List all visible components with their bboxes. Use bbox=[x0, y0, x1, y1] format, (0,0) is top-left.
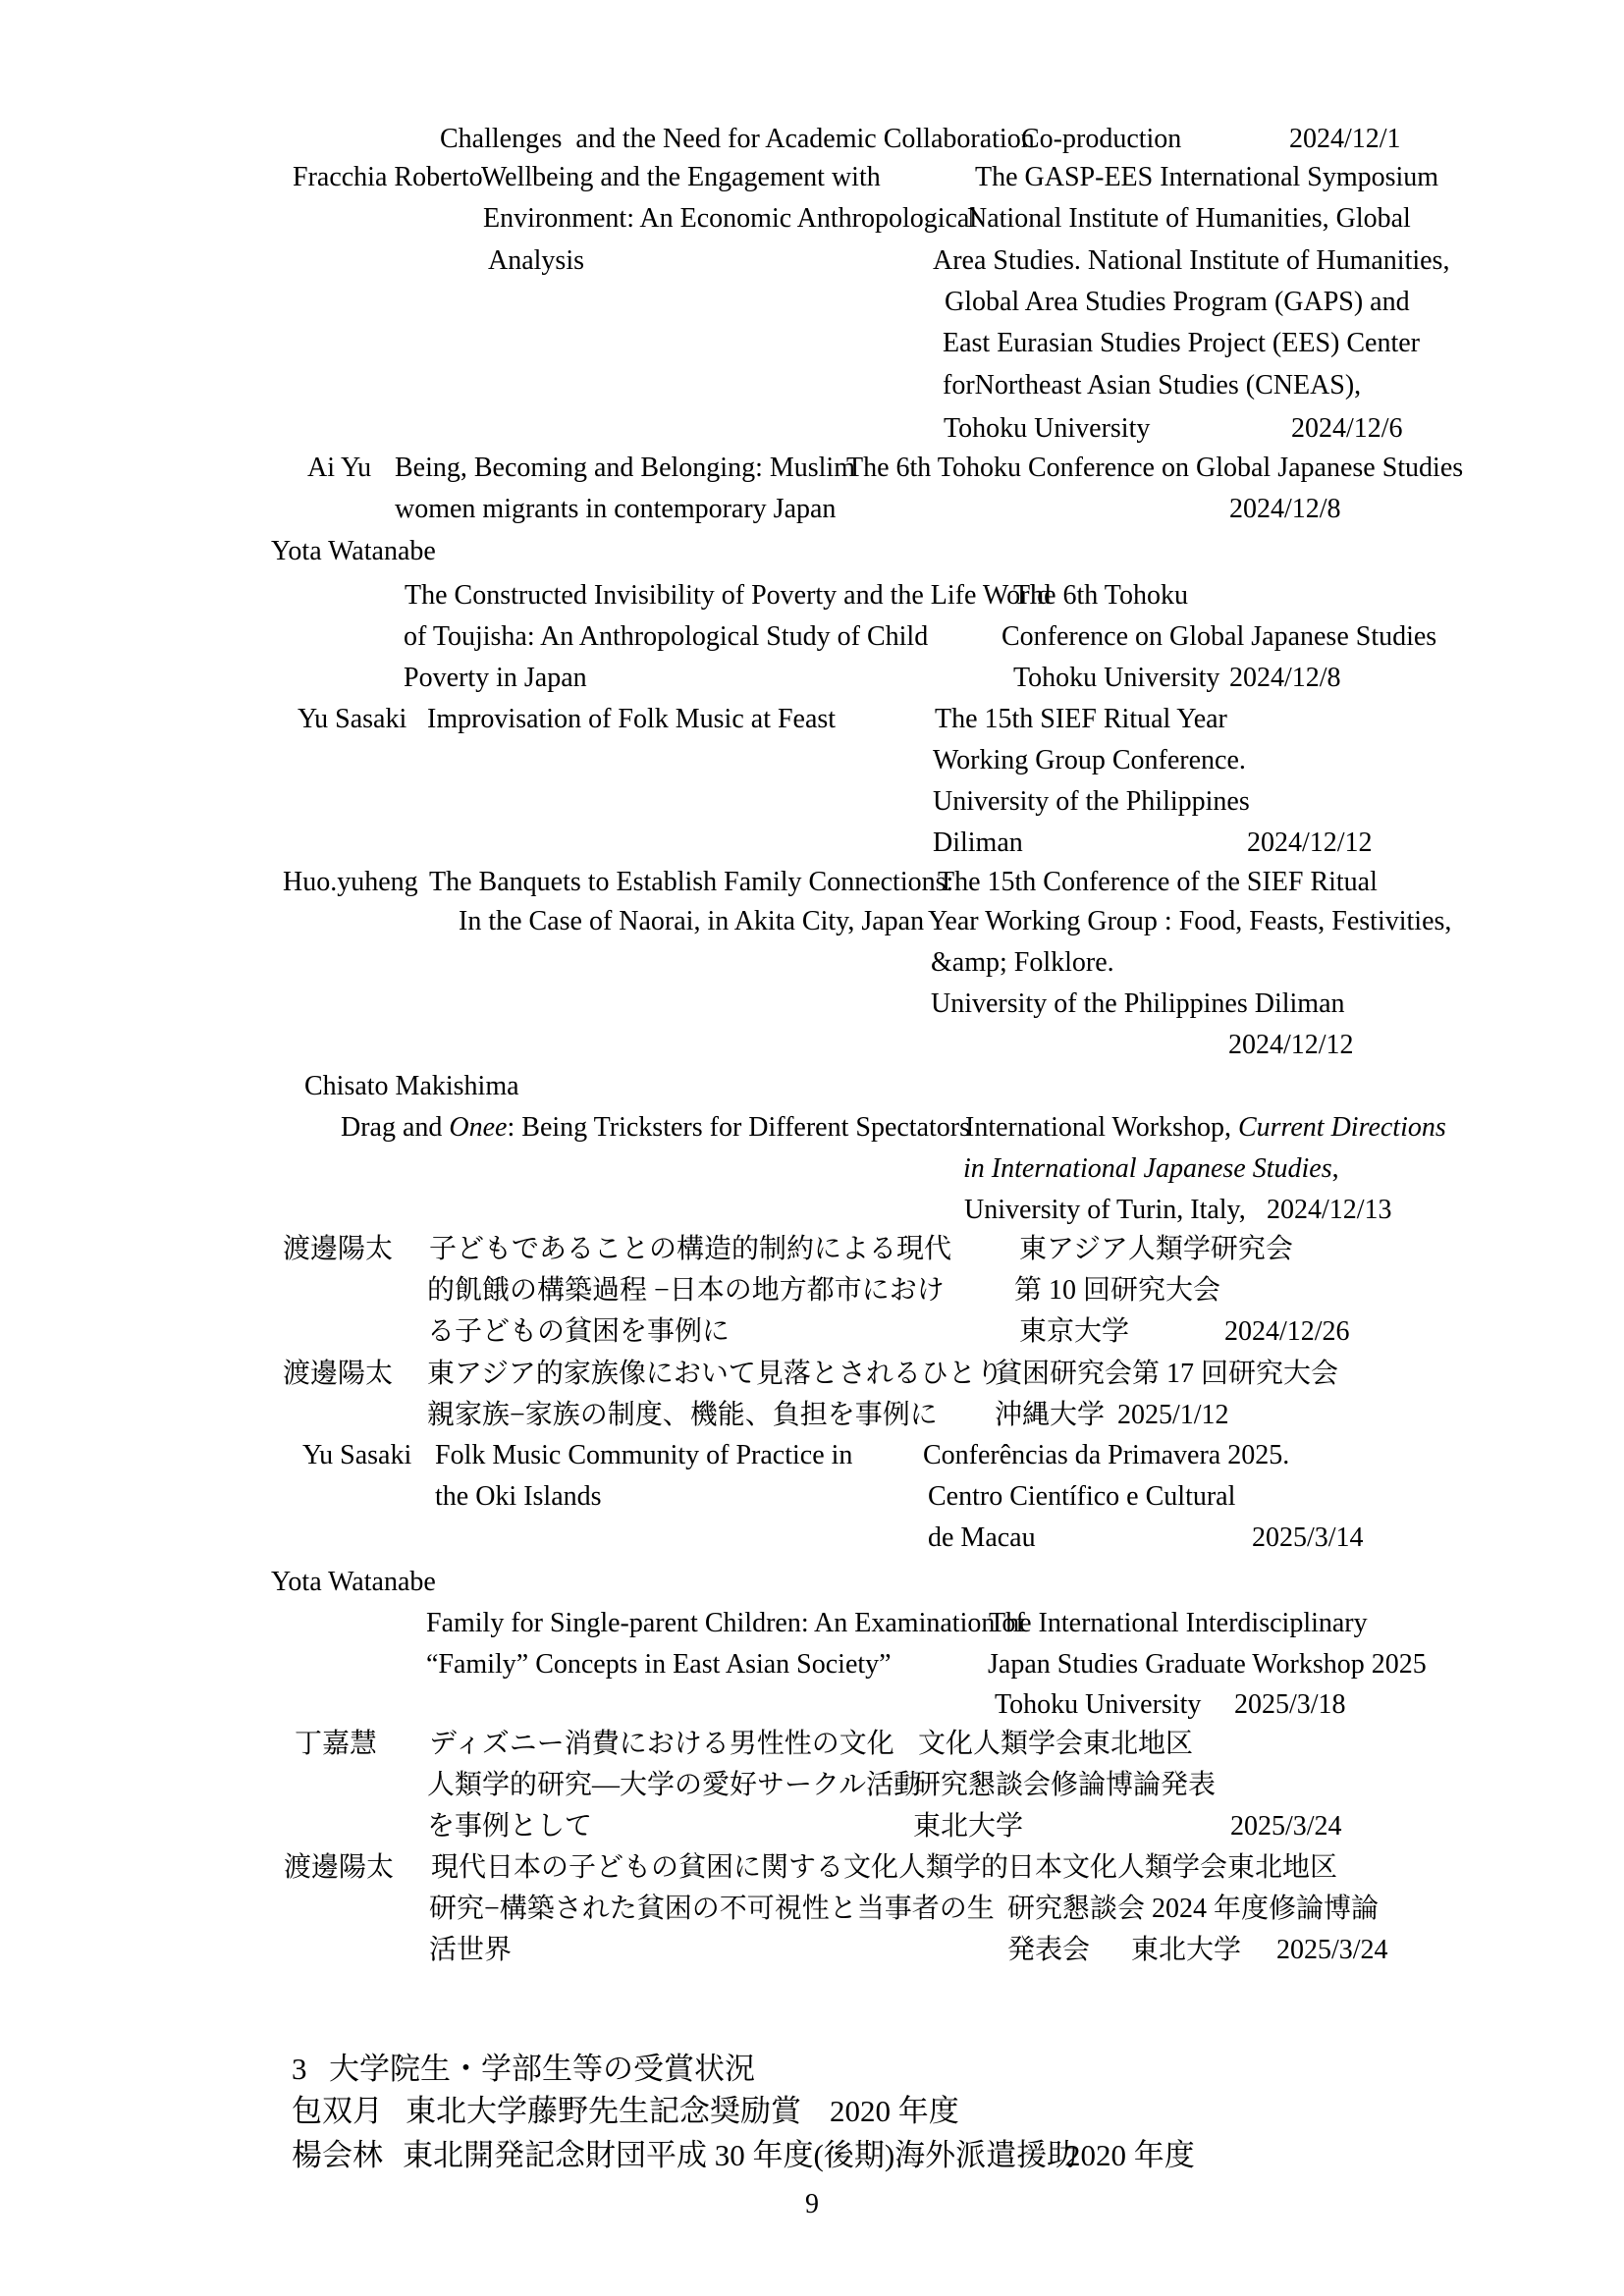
doc-line bbox=[0, 706, 1624, 747]
doc-text-segment: 研究−構築された貧困の不可視性と当事者の生 bbox=[429, 1894, 995, 1924]
doc-line bbox=[0, 1277, 1624, 1318]
doc-text-segment: Improvisation of Folk Music at Feast bbox=[427, 704, 837, 734]
doc-text-segment: de Macau bbox=[928, 1522, 1036, 1553]
doc-line bbox=[0, 623, 1624, 665]
doc-line bbox=[0, 949, 1624, 990]
doc-line bbox=[0, 126, 1624, 167]
doc-line bbox=[0, 1197, 1624, 1238]
page-number: 9 bbox=[805, 2189, 819, 2219]
doc-line bbox=[0, 1442, 1624, 1483]
doc-line bbox=[0, 1236, 1624, 1277]
doc-text-segment: 2024/12/13 bbox=[1267, 1195, 1392, 1225]
doc-line bbox=[0, 1114, 1624, 1155]
doc-line bbox=[0, 1569, 1624, 1610]
doc-line bbox=[0, 1731, 1624, 1772]
doc-text-segment: Yota Watanabe bbox=[271, 1567, 436, 1597]
doc-text-segment: 現代日本の子どもの貧困に関する文化人類学的 bbox=[431, 1852, 1009, 1883]
doc-text-segment: The 6th Tohoku bbox=[1013, 580, 1188, 611]
doc-line bbox=[0, 788, 1624, 829]
doc-line bbox=[0, 1813, 1624, 1854]
doc-text-segment: Family for Single-parent Children: An Examination of bbox=[426, 1608, 1025, 1638]
doc-text-segment: Global Area Studies Program (GAPS) and bbox=[945, 287, 1410, 317]
doc-text-segment: 2024/12/12 bbox=[1228, 1030, 1354, 1060]
doc-line bbox=[0, 1361, 1624, 1402]
doc-text-segment: Yota Watanabe bbox=[271, 536, 436, 566]
doc-text-segment: 日本文化人類学会東北地区 bbox=[1007, 1852, 1338, 1883]
doc-text-segment: ディズニー消費における男性性の文化 bbox=[429, 1729, 894, 1759]
doc-line bbox=[0, 1610, 1624, 1651]
doc-text-segment: 2024/12/8 bbox=[1229, 494, 1341, 524]
doc-text-segment: 包双月 bbox=[292, 2094, 383, 2128]
doc-text-segment: 2025/3/24 bbox=[1230, 1811, 1342, 1842]
doc-line bbox=[0, 330, 1624, 371]
doc-text-segment: Being, Becoming and Belonging: Muslim bbox=[395, 453, 855, 483]
doc-text-segment: 渡邊陽太 bbox=[284, 1852, 395, 1883]
doc-line bbox=[0, 1483, 1624, 1524]
doc-text-segment: 貧困研究会第 17 回研究大会 bbox=[995, 1359, 1339, 1389]
doc-text-segment: The Banquets to Establish Family Connections: bbox=[429, 867, 954, 897]
doc-text-segment: 発表会 bbox=[1007, 1935, 1091, 1965]
doc-text-segment: Chisato Makishima bbox=[304, 1071, 519, 1101]
doc-text-segment: Poverty in Japan bbox=[404, 663, 587, 693]
doc-text-segment: 2020 年度 bbox=[1065, 2138, 1195, 2172]
doc-text-segment: Tohoku University bbox=[944, 413, 1151, 444]
doc-text-segment: 的飢餓の構築過程 −日本の地方都市におけ bbox=[427, 1275, 945, 1306]
doc-text-segment: 楊会林 bbox=[292, 2138, 383, 2172]
doc-text-segment: Yu Sasaki bbox=[298, 704, 407, 734]
doc-line bbox=[0, 1155, 1624, 1197]
doc-line bbox=[0, 289, 1624, 330]
doc-text-segment: forNortheast Asian Studies (CNEAS), bbox=[943, 370, 1362, 400]
doc-line bbox=[0, 1896, 1624, 1937]
doc-text-segment: 2024/12/26 bbox=[1224, 1316, 1350, 1347]
doc-line bbox=[0, 454, 1624, 496]
doc-text-segment: Fracchia Roberto bbox=[293, 162, 483, 192]
doc-text-segment: Area Studies. National Institute of Humanities, bbox=[933, 245, 1450, 276]
doc-text-segment: 2025/3/14 bbox=[1252, 1522, 1364, 1553]
doc-text-segment: 第 10 回研究大会 bbox=[1014, 1275, 1221, 1306]
doc-text-segment: &amp; Folklore. bbox=[931, 947, 1114, 978]
doc-text-segment: Year Working Group : Food, Feasts, Festivities, bbox=[928, 906, 1452, 936]
doc-text-segment: 3 bbox=[292, 2052, 307, 2086]
doc-text-segment: Environment: An Economic Anthropological bbox=[483, 203, 978, 234]
doc-text-segment: The International Interdisciplinary bbox=[989, 1608, 1368, 1638]
doc-text-segment: the Oki Islands bbox=[435, 1481, 602, 1512]
doc-text-segment: University of the Philippines bbox=[933, 786, 1250, 817]
doc-text-segment: 大学院生・学部生等の受賞状況 bbox=[329, 2052, 755, 2086]
doc-text-segment: 子どもであることの構造的制約による現代 bbox=[429, 1234, 952, 1264]
doc-text-segment: 文化人類学会東北地区 bbox=[918, 1729, 1194, 1759]
doc-text-segment: Working Group Conference. bbox=[933, 745, 1246, 775]
doc-text-segment: in International Japanese Studies, bbox=[963, 1153, 1339, 1184]
doc-line bbox=[0, 1524, 1624, 1566]
doc-text-segment: 渡邊陽太 bbox=[283, 1234, 394, 1264]
doc-line bbox=[0, 1691, 1624, 1733]
doc-text-segment: 2024/12/6 bbox=[1291, 413, 1403, 444]
doc-line bbox=[0, 747, 1624, 788]
doc-text-segment: 活世界 bbox=[429, 1935, 513, 1965]
doc-text-segment: In the Case of Naorai, in Akita City, Japan bbox=[459, 906, 925, 936]
doc-text-segment: Analysis bbox=[488, 245, 584, 276]
doc-text-segment: 東アジア的家族像において見落とされるひとり bbox=[427, 1359, 1003, 1389]
doc-text-segment: Conferências da Primavera 2025. bbox=[923, 1440, 1290, 1470]
doc-text-segment: 丁嘉慧 bbox=[295, 1729, 378, 1759]
doc-text-segment: 研究懇談会修論博論発表 bbox=[913, 1770, 1217, 1800]
doc-text-segment: 2024/12/8 bbox=[1229, 663, 1341, 693]
doc-text-segment: Co-production bbox=[1021, 124, 1182, 154]
doc-text-segment: 2024/12/12 bbox=[1247, 828, 1373, 858]
doc-text-segment: Drag and Onee: Being Tricksters for Different Spectators bbox=[341, 1112, 970, 1143]
doc-line bbox=[0, 2140, 1624, 2185]
doc-line bbox=[0, 582, 1624, 623]
doc-text-segment: 2025/3/24 bbox=[1276, 1935, 1388, 1965]
doc-line bbox=[0, 538, 1624, 579]
doc-text-segment: National Institute of Humanities, Global bbox=[967, 203, 1411, 234]
doc-line bbox=[0, 665, 1624, 706]
doc-line bbox=[0, 908, 1624, 949]
doc-text-segment: 渡邊陽太 bbox=[283, 1359, 394, 1389]
doc-text-segment: 東北大学 bbox=[913, 1811, 1024, 1842]
doc-text-segment: Diliman bbox=[933, 828, 1023, 858]
doc-text-segment: Huo.yuheng bbox=[283, 867, 418, 897]
doc-line bbox=[0, 164, 1624, 205]
doc-text-segment: 東北開発記念財団平成 30 年度(後期)海外派遣援助 bbox=[403, 2138, 1078, 2172]
doc-text-segment: International Workshop, Current Directions bbox=[965, 1112, 1446, 1143]
doc-line bbox=[0, 1854, 1624, 1896]
doc-text-segment: 2025/1/12 bbox=[1117, 1400, 1229, 1430]
doc-text-segment: Ai Yu bbox=[307, 453, 372, 483]
doc-text-segment: The GASP-EES International Symposium bbox=[975, 162, 1439, 192]
doc-text-segment: women migrants in contemporary Japan bbox=[395, 494, 837, 524]
doc-text-segment: Tohoku University bbox=[1013, 663, 1220, 693]
doc-line bbox=[0, 1318, 1624, 1360]
doc-line bbox=[0, 247, 1624, 289]
doc-text-segment: The Constructed Invisibility of Poverty and the Life World bbox=[405, 580, 1052, 611]
doc-text-segment: 東京大学 bbox=[1019, 1316, 1130, 1347]
doc-line bbox=[0, 2096, 1624, 2141]
doc-text-segment: Challenges and the Need for Academic Collaboration bbox=[440, 124, 1035, 154]
doc-line bbox=[0, 1402, 1624, 1443]
doc-line bbox=[0, 415, 1624, 456]
doc-text-segment: East Eurasian Studies Project (EES) Center bbox=[943, 328, 1420, 358]
doc-text-segment: Japan Studies Graduate Workshop 2025 bbox=[988, 1649, 1427, 1680]
doc-line bbox=[0, 869, 1624, 910]
doc-text-segment: Centro Científico e Cultural bbox=[928, 1481, 1236, 1512]
doc-text-segment: University of the Philippines Diliman bbox=[931, 988, 1345, 1019]
doc-text-segment: 親家族−家族の制度、機能、負担を事例に bbox=[427, 1400, 938, 1430]
doc-line bbox=[0, 1651, 1624, 1692]
doc-text-segment: る子どもの貧困を事例に bbox=[427, 1316, 731, 1347]
doc-line bbox=[0, 205, 1624, 246]
doc-text-segment: Tohoku University bbox=[995, 1689, 1202, 1720]
doc-text-segment: Conference on Global Japanese Studies bbox=[1001, 621, 1437, 652]
doc-text-segment: 2024/12/1 bbox=[1289, 124, 1401, 154]
doc-text-segment: 沖縄大学 bbox=[995, 1400, 1106, 1430]
doc-line bbox=[0, 496, 1624, 537]
doc-text-segment: 2025/3/18 bbox=[1234, 1689, 1346, 1720]
doc-text-segment: The 6th Tohoku Conference on Global Japanese Studies bbox=[846, 453, 1464, 483]
doc-text-segment: “Family” Concepts in East Asian Society” bbox=[426, 1649, 892, 1680]
doc-line bbox=[0, 829, 1624, 871]
doc-text-segment: Yu Sasaki bbox=[302, 1440, 412, 1470]
doc-line bbox=[0, 372, 1624, 413]
doc-text-segment: The 15th Conference of the SIEF Ritual bbox=[938, 867, 1378, 897]
doc-line bbox=[0, 2054, 1624, 2099]
doc-line bbox=[0, 1772, 1624, 1813]
doc-text-segment: University of Turin, Italy, bbox=[964, 1195, 1246, 1225]
doc-text-segment: 東北大学藤野先生記念奨励賞 bbox=[406, 2094, 801, 2128]
doc-line bbox=[0, 990, 1624, 1032]
doc-text-segment: Folk Music Community of Practice in bbox=[435, 1440, 853, 1470]
doc-text-segment: 東アジア人類学研究会 bbox=[1019, 1234, 1293, 1264]
doc-text-segment: を事例として bbox=[427, 1811, 593, 1842]
doc-text-segment: Wellbeing and the Engagement with bbox=[481, 162, 881, 192]
doc-line bbox=[0, 1032, 1624, 1073]
doc-text-segment: 東北大学 bbox=[1131, 1935, 1242, 1965]
doc-text-segment: 人類学的研究―大学の愛好サークル活動 bbox=[427, 1770, 922, 1800]
doc-text-segment: The 15th SIEF Ritual Year bbox=[935, 704, 1227, 734]
doc-line bbox=[0, 1937, 1624, 1978]
doc-text-segment: 研究懇談会 2024 年度修論博論 bbox=[1007, 1894, 1380, 1924]
doc-text-segment: of Toujisha: An Anthropological Study of Child bbox=[404, 621, 929, 652]
doc-text-segment: 2020 年度 bbox=[830, 2094, 959, 2128]
doc-line bbox=[0, 1073, 1624, 1114]
